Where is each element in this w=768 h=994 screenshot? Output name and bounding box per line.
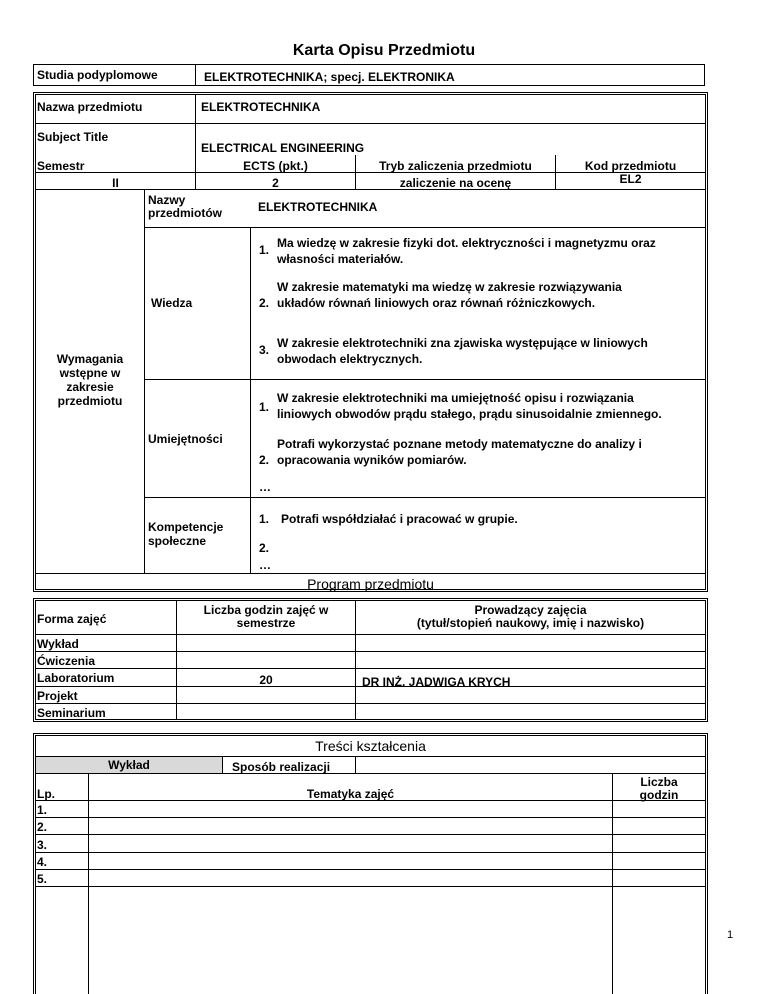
- semestr-value: II: [112, 176, 119, 190]
- page-number: 1: [727, 929, 734, 941]
- tresci-row-lp: 2.: [37, 820, 48, 834]
- umiejetnosci-1-line1: W zakresie elektrotechniki ma umiejętność opisu i rozwiązania: [277, 391, 634, 405]
- umiejetnosci-more: …: [259, 480, 271, 494]
- program-col-prowadzacy-2: (tytuł/stopień naukowy, imię i nazwisko): [416, 616, 645, 630]
- tresci-col-lp: Lp.: [37, 787, 55, 801]
- tresci-title: Treści kształcenia: [315, 738, 426, 754]
- kompetencje-more: …: [259, 558, 271, 572]
- program-col-forma: Forma zajęć: [37, 612, 107, 626]
- wymagania-label-2: wstępne w: [59, 366, 121, 380]
- wiedza-3-num: 3.: [259, 343, 270, 357]
- ects-value: 2: [272, 176, 279, 190]
- program-row-forma: Seminarium: [37, 706, 106, 720]
- kompetencje-label-2: społeczne: [148, 534, 207, 548]
- program-row-prowadzacy: DR INŻ. JADWIGA KRYCH: [362, 675, 511, 689]
- program-row-forma: Ćwiczenia: [37, 654, 96, 668]
- tresci-row-lp: 5.: [37, 872, 48, 886]
- kod-label: Kod przedmiotu: [584, 159, 677, 173]
- wymagania-label-4: przedmiotu: [57, 394, 123, 408]
- tresci-sposob-label: Sposób realizacji: [232, 760, 331, 774]
- wiedza-1-line1: Ma wiedzę w zakresie fizyki dot. elektryczności i magnetyzmu oraz: [277, 236, 656, 250]
- umiejetnosci-1-line2: liniowych obwodów prądu stałego, prądu sinusoidalnie zmiennego.: [277, 407, 662, 421]
- nazwy-label-1: Nazwy: [148, 193, 186, 207]
- tresci-row-lp: 1.: [37, 803, 48, 817]
- wiedza-3-line1: W zakresie elektrotechniki zna zjawiska występujące w liniowych: [277, 336, 648, 350]
- program-row-forma: Wykład: [37, 637, 79, 651]
- program-col-liczba-1: Liczba godzin zajęć w: [203, 603, 329, 617]
- wiedza-label: Wiedza: [151, 296, 193, 310]
- wymagania-label-1: Wymagania: [56, 352, 124, 366]
- umiejetnosci-2-num: 2.: [259, 453, 270, 467]
- program-row-forma: Laboratorium: [37, 671, 115, 685]
- subject-label: Subject Title: [37, 130, 109, 144]
- studia-value: ELEKTROTECHNIKA; specj. ELEKTRONIKA: [204, 70, 455, 84]
- program-col-liczba-2: semestrze: [236, 616, 296, 630]
- subject-value: ELECTRICAL ENGINEERING: [201, 141, 365, 155]
- nazwy-label-2: przedmiotów: [148, 206, 222, 220]
- page-title: Karta Opisu Przedmiotu: [292, 42, 476, 59]
- wiedza-1-line2: własności materiałów.: [277, 252, 404, 266]
- wiedza-2-line2: układów równań liniowych oraz równań różniczkowych.: [277, 296, 596, 310]
- ects-label: ECTS (pkt.): [243, 159, 308, 173]
- kod-value: EL2: [619, 172, 642, 186]
- kompetencje-1-text: Potrafi współdziałać i pracować w grupie.: [281, 512, 518, 526]
- umiejetnosci-1-num: 1.: [259, 400, 270, 414]
- wiedza-2-num: 2.: [259, 296, 270, 310]
- semestr-label: Semestr: [37, 159, 85, 173]
- program-title: Program przedmiotu: [307, 576, 434, 592]
- tresci-col-liczba-2: godzin: [639, 788, 679, 802]
- wiedza-2-line1: W zakresie matematyki ma wiedzę w zakresie rozwiązywania: [277, 280, 622, 294]
- program-row-liczba: 20: [259, 673, 273, 687]
- nazwa-label: Nazwa przedmiotu: [37, 100, 143, 114]
- umiejetnosci-2-line2: opracowania wyników pomiarów.: [277, 453, 467, 467]
- tryb-value: zaliczenie na ocenę: [399, 176, 512, 190]
- wymagania-label-3: zakresie: [66, 380, 114, 394]
- nazwa-value: ELEKTROTECHNIKA: [201, 100, 321, 114]
- kompetencje-1-num: 1.: [259, 512, 270, 526]
- tresci-wyklad-label: Wykład: [108, 758, 150, 772]
- program-col-prowadzacy-1: Prowadzący zajęcia: [474, 603, 587, 617]
- wiedza-3-line2: obwodach elektrycznych.: [277, 352, 423, 366]
- nazwy-value: ELEKTROTECHNIKA: [258, 200, 378, 214]
- umiejetnosci-2-line1: Potrafi wykorzystać poznane metody matematyczne do analizy i: [277, 437, 642, 451]
- kompetencje-label-1: Kompetencje: [148, 520, 224, 534]
- tresci-row-lp: 3.: [37, 838, 48, 852]
- umiejetnosci-label: Umiejętności: [148, 432, 223, 446]
- tryb-label: Tryb zaliczenia przedmiotu: [379, 159, 532, 173]
- kompetencje-2-num: 2.: [259, 541, 270, 555]
- wiedza-1-num: 1.: [259, 243, 270, 257]
- tresci-col-tematyka: Tematyka zajęć: [306, 787, 395, 801]
- program-row-forma: Projekt: [37, 689, 78, 703]
- studia-label: Studia podyplomowe: [37, 68, 158, 82]
- tresci-row-lp: 4.: [37, 855, 48, 869]
- tresci-col-liczba-1: Liczba: [640, 775, 678, 789]
